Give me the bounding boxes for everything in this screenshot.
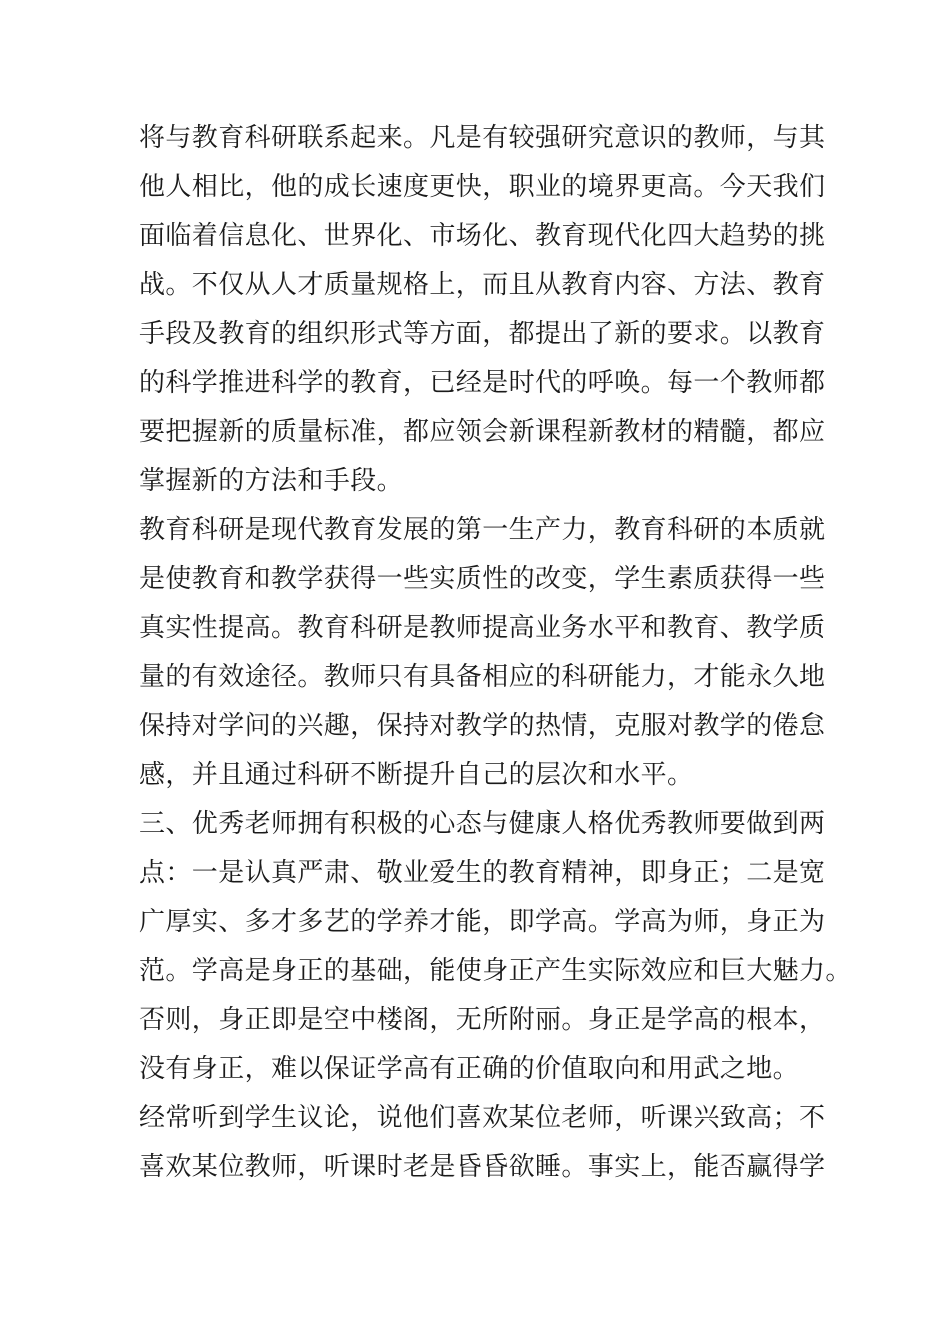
text-line: 没有身正，难以保证学高有正确的价值取向和用武之地。 xyxy=(139,1054,800,1084)
text-line: 要把握新的质量标准，都应领会新课程新教材的精髓，都应 xyxy=(139,417,826,447)
text-line: 面临着信息化、世界化、市场化、教育现代化四大趋势的挑 xyxy=(139,221,826,251)
text-line: 喜欢某位教师，听课时老是昏昏欲睡。事实上，能否赢得学 xyxy=(139,1152,826,1182)
text-line: 教育科研是现代教育发展的第一生产力，教育科研的本质就 xyxy=(139,515,826,545)
body-text xyxy=(139,114,852,1192)
text-line: 三、优秀老师拥有积极的心态与健康人格优秀教师要做到两 xyxy=(139,809,826,839)
text-line: 掌握新的方法和手段。 xyxy=(139,466,404,496)
text-line: 量的有效途径。教师只有具备相应的科研能力，才能永久地 xyxy=(139,662,826,692)
text-line: 将与教育科研联系起来。凡是有较强研究意识的教师，与其 xyxy=(139,123,826,153)
text-line: 的科学推进科学的教育，已经是时代的呼唤。每一个教师都 xyxy=(139,368,826,398)
text-line: 他人相比，他的成长速度更快，职业的境界更高。今天我们 xyxy=(139,172,826,202)
text-line: 保持对学问的兴趣，保持对教学的热情，克服对教学的倦怠 xyxy=(139,711,826,741)
text-line: 经常听到学生议论，说他们喜欢某位老师，听课兴致高；不 xyxy=(139,1103,826,1133)
text-line: 广厚实、多才多艺的学养才能，即学高。学高为师，身正为 xyxy=(139,907,826,937)
text-line: 真实性提高。教育科研是教师提高业务水平和教育、教学质 xyxy=(139,613,826,643)
text-line: 手段及教育的组织形式等方面，都提出了新的要求。以教育 xyxy=(139,319,826,349)
text-line: 范。学高是身正的基础，能使身正产生实际效应和巨大魅力。 xyxy=(139,956,852,986)
text-line: 否则，身正即是空中楼阁，无所附丽。身正是学高的根本， xyxy=(139,1005,826,1035)
text-line: 是使教育和教学获得一些实质性的改变，学生素质获得一些 xyxy=(139,564,826,594)
text-line: 点：一是认真严肃、敬业爱生的教育精神，即身正；二是宽 xyxy=(139,858,826,888)
text-line: 感，并且通过科研不断提升自己的层次和水平。 xyxy=(139,760,694,790)
text-line: 战。不仅从人才质量规格上，而且从教育内容、方法、教育 xyxy=(139,270,826,300)
